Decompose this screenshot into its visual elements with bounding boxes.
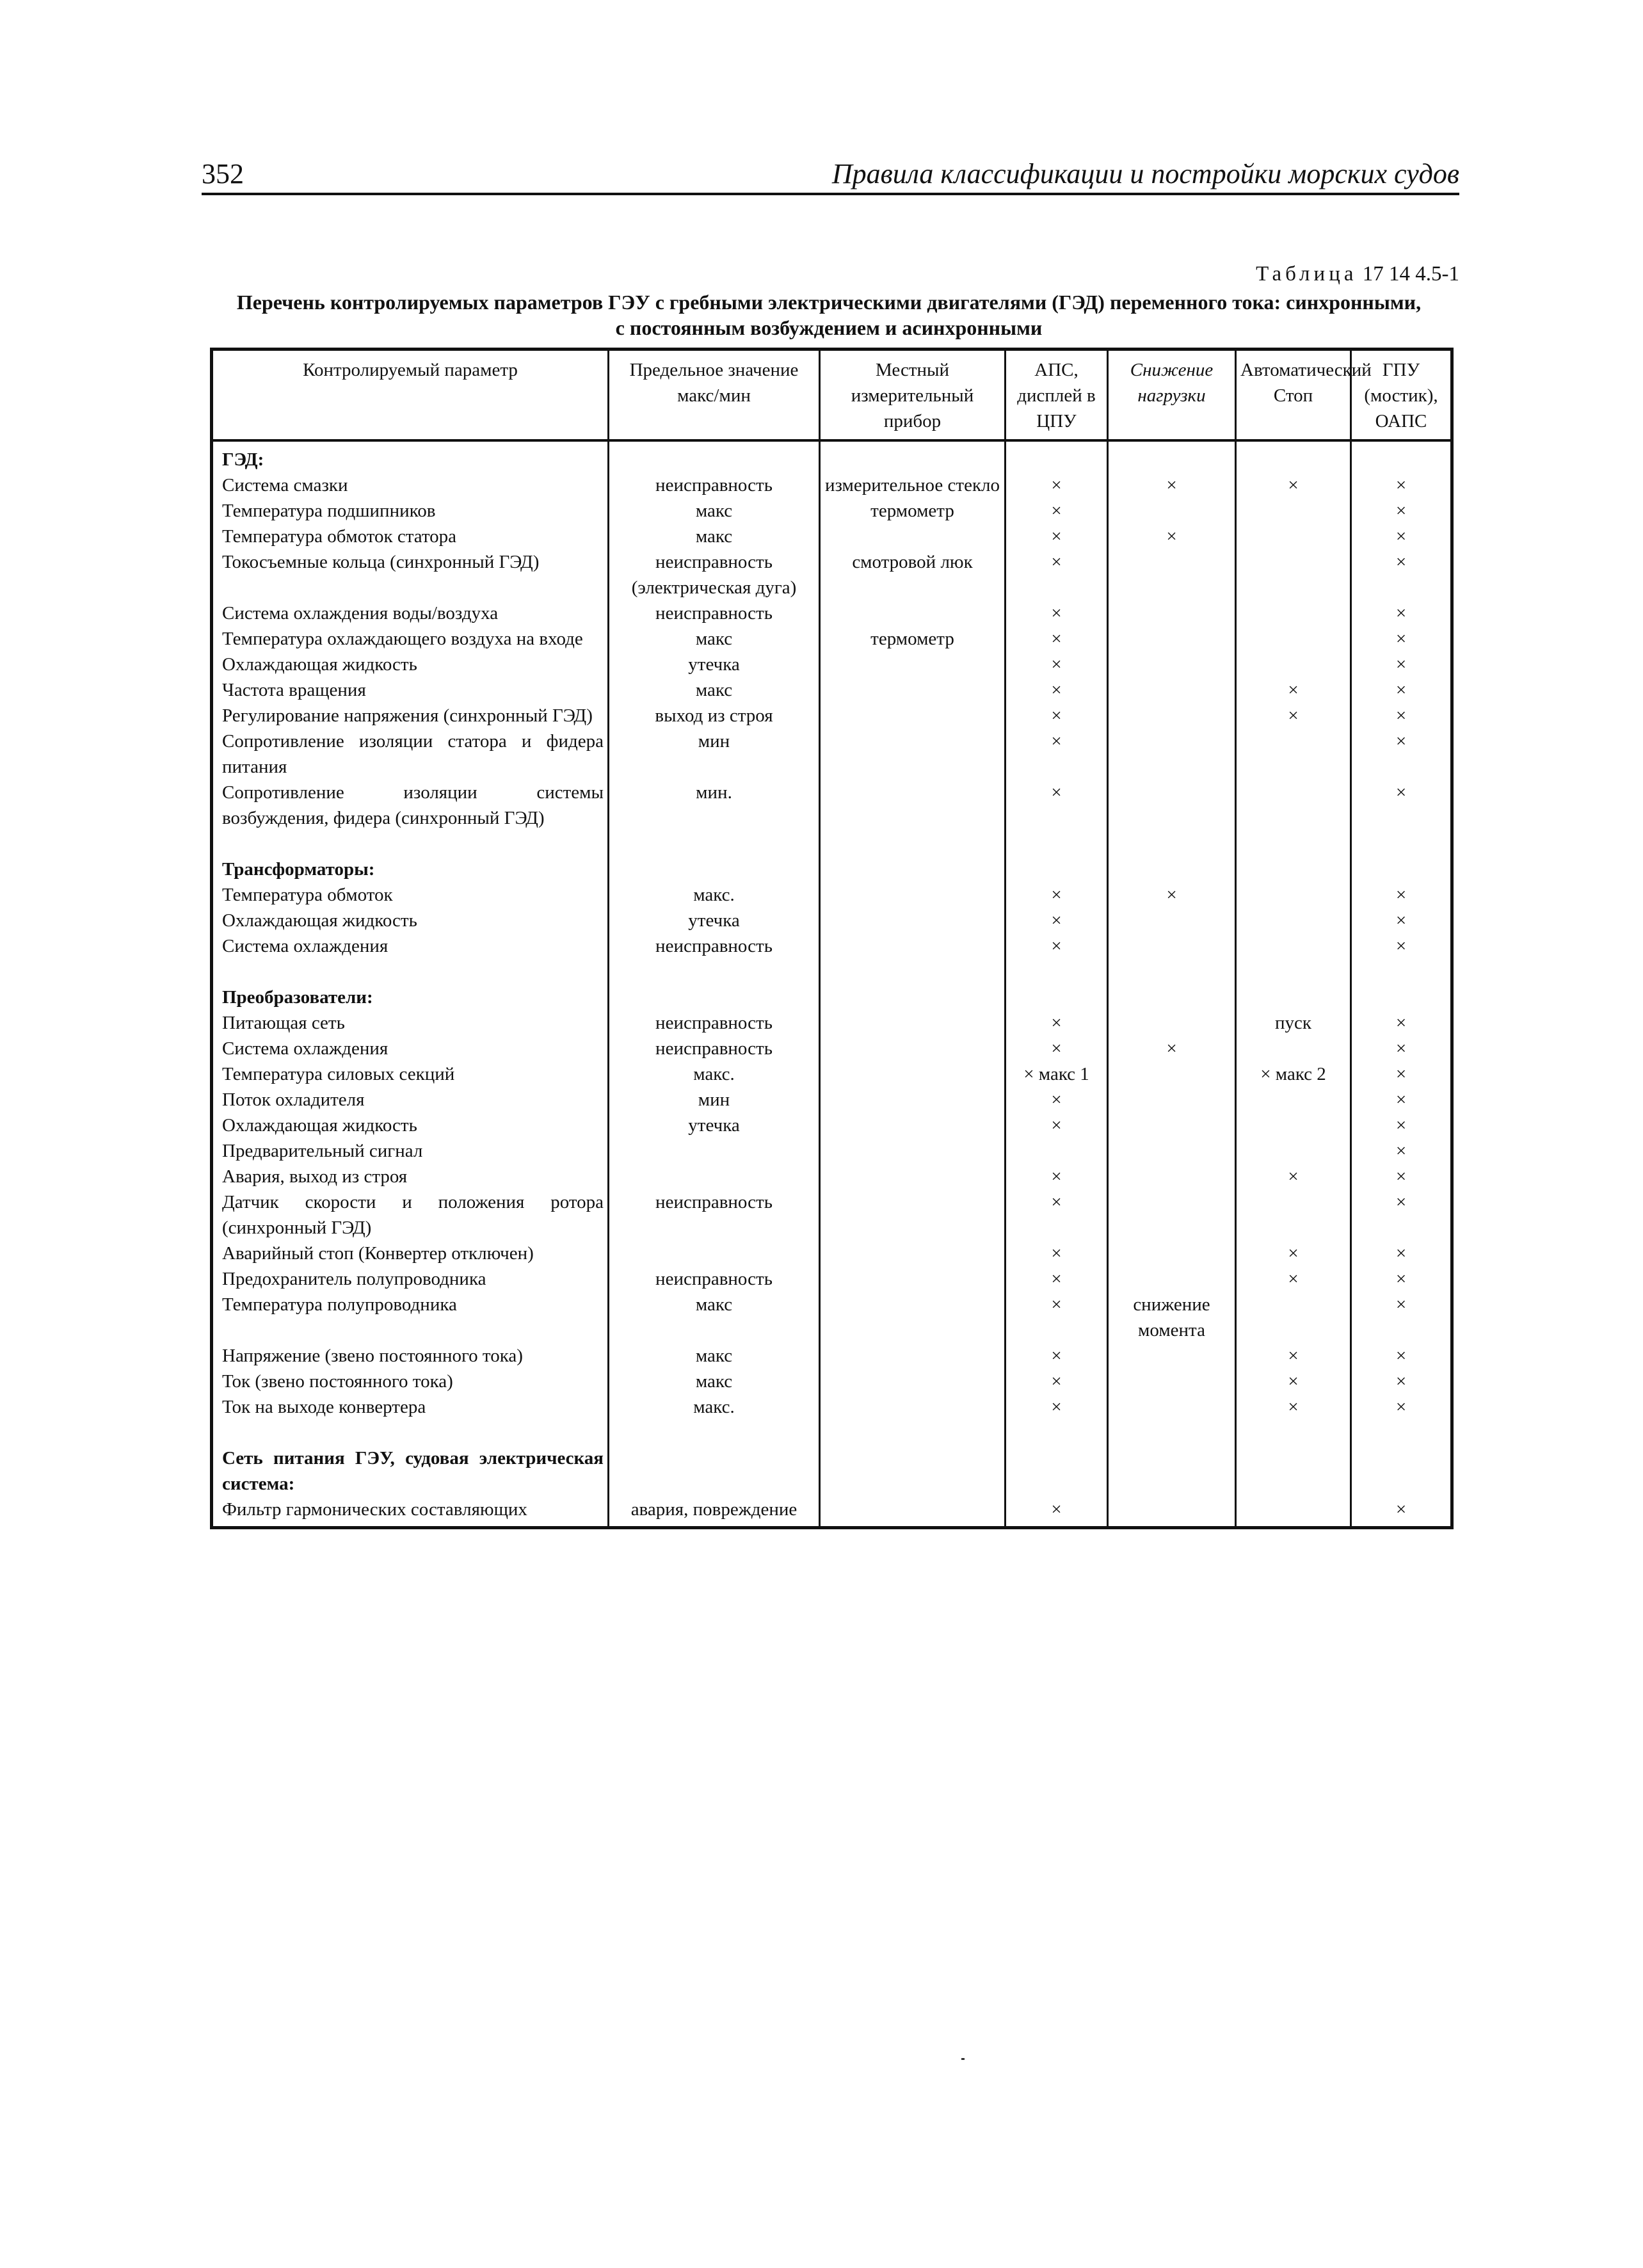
cell-parameter: Температура силовых секций [212,1061,609,1087]
cell-local-instrument [820,524,1006,549]
cell-bridge: × [1351,1394,1452,1420]
cell-bridge: × [1351,728,1452,780]
cell-bridge: × [1351,908,1452,933]
cell-load-reduction [1108,1497,1236,1528]
cell-aps: × [1006,703,1108,728]
cell-parameter: Регулирование напряжения (синхронный ГЭД) [212,703,609,728]
cell-auto-stop [1236,728,1351,780]
cell-aps: × [1006,600,1108,626]
cell-local-instrument: термометр [820,626,1006,652]
cell-auto-stop [1236,1113,1351,1138]
cell-parameter: Напряжение (звено постоянного тока) [212,1343,609,1369]
cell-bridge: × [1351,472,1452,498]
cell-limit: макс. [609,1394,820,1420]
page-header [202,156,1459,195]
cell-auto-stop [1236,882,1351,908]
cell-parameter: Сопротивление изоляции статора и фидера питания [212,728,609,780]
table-row [212,1036,1452,1061]
cell-auto-stop [1236,1292,1351,1343]
cell-limit: авария, повреждение [609,1497,820,1528]
cell-local-instrument [820,600,1006,626]
cell-aps: × [1006,1164,1108,1189]
cell-auto-stop: × [1236,472,1351,498]
table-row [212,1292,1452,1343]
cell-auto-stop [1236,933,1351,959]
cell-local-instrument [820,1138,1006,1164]
cell-limit: неисправность [609,933,820,959]
cell-aps: × [1006,1087,1108,1113]
cell-parameter: Токосъемные кольца (синхронный ГЭД) [212,549,609,600]
cell-limit: утечка [609,652,820,677]
cell-bridge: × [1351,933,1452,959]
cell-load-reduction [1108,728,1236,780]
table-row [212,1241,1452,1266]
cell-limit: макс [609,677,820,703]
cell-limit: макс [609,1369,820,1394]
cell-bridge: × [1351,549,1452,600]
cell-parameter: Система охлаждения [212,1036,609,1061]
cell-limit: неисправность (электрическая дуга) [609,549,820,600]
cell-bridge: × [1351,1010,1452,1036]
cell-load-reduction [1108,1369,1236,1394]
cell-limit: неисправность [609,472,820,498]
cell-auto-stop [1236,1497,1351,1528]
table-row [212,677,1452,703]
cell-auto-stop [1236,1189,1351,1241]
column-header-limit: Предельное значение макс/мин [609,350,820,441]
table-row [212,652,1452,677]
cell-auto-stop [1236,1036,1351,1061]
cell-aps: × [1006,1010,1108,1036]
cell-auto-stop: × [1236,1241,1351,1266]
cell-auto-stop: × [1236,1266,1351,1292]
cell-auto-stop: × [1236,677,1351,703]
cell-auto-stop: × [1236,1164,1351,1189]
table-row [212,780,1452,831]
cell-parameter: Предохранитель полупроводника [212,1266,609,1292]
section-heading: Преобразователи: [212,985,609,1010]
cell-auto-stop [1236,549,1351,600]
cell-auto-stop [1236,498,1351,524]
cell-bridge: × [1351,1061,1452,1087]
cell-limit: утечка [609,908,820,933]
cell-parameter: Поток охладителя [212,1087,609,1113]
cell-local-instrument [820,780,1006,831]
cell-parameter: Система охлаждения [212,933,609,959]
cell-load-reduction [1108,780,1236,831]
table-row [212,1010,1452,1036]
cell-auto-stop [1236,780,1351,831]
column-header-local-instrument: Местный измерительный прибор [820,350,1006,441]
cell-load-reduction [1108,1010,1236,1036]
table-header-row [212,350,1452,441]
cell-auto-stop: × [1236,703,1351,728]
cell-auto-stop: × макс 2 [1236,1061,1351,1087]
table-caption-line-1: Перечень контролируемых параметров ГЭУ с гребными электрическими двигателями (ГЭД) переменного тока: синхронными, [236,291,1422,314]
cell-local-instrument [820,1189,1006,1241]
cell-aps: × [1006,549,1108,600]
cell-limit: макс [609,1343,820,1369]
cell-limit: неисправность [609,1010,820,1036]
cell-parameter: Аварийный стоп (Конвертер отключен) [212,1241,609,1266]
cell-parameter: Система смазки [212,472,609,498]
cell-auto-stop [1236,1138,1351,1164]
cell-load-reduction [1108,652,1236,677]
cell-limit: макс [609,626,820,652]
cell-bridge: × [1351,1497,1452,1528]
cell-aps: × [1006,728,1108,780]
cell-aps: × [1006,498,1108,524]
cell-load-reduction [1108,498,1236,524]
cell-load-reduction: × [1108,1036,1236,1061]
cell-load-reduction [1108,1164,1236,1189]
cell-parameter: Фильтр гармонических составляющих [212,1497,609,1528]
cell-load-reduction [1108,677,1236,703]
cell-load-reduction [1108,933,1236,959]
table-row [212,472,1452,498]
cell-aps: × [1006,908,1108,933]
table-row [212,1164,1452,1189]
cell-limit: мин [609,1087,820,1113]
cell-auto-stop [1236,524,1351,549]
table-row [212,524,1452,549]
cell-auto-stop [1236,626,1351,652]
cell-bridge: × [1351,1266,1452,1292]
cell-load-reduction [1108,1189,1236,1241]
cell-aps: × [1006,1394,1108,1420]
cell-aps: × [1006,882,1108,908]
table-row [212,882,1452,908]
cell-load-reduction [1108,626,1236,652]
cell-limit: неисправность [609,1189,820,1241]
running-title: Правила классификации и постройки морских судов [831,158,1459,189]
cell-parameter: Температура обмоток [212,882,609,908]
cell-local-instrument [820,1497,1006,1528]
cell-parameter: Температура подшипников [212,498,609,524]
cell-auto-stop: × [1236,1369,1351,1394]
cell-limit: макс [609,498,820,524]
cell-aps: × [1006,472,1108,498]
cell-parameter: Ток на выходе конвертера [212,1394,609,1420]
cell-local-instrument [820,933,1006,959]
cell-parameter: Сопротивление изоляции системы возбуждения, фидера (синхронный ГЭД) [212,780,609,831]
cell-aps: × [1006,1369,1108,1394]
cell-local-instrument [820,1087,1006,1113]
cell-load-reduction [1108,1343,1236,1369]
cell-load-reduction [1108,1113,1236,1138]
table-row [212,908,1452,933]
cell-load-reduction [1108,1087,1236,1113]
table-row [212,1087,1452,1113]
cell-bridge: × [1351,1113,1452,1138]
cell-parameter: Система охлаждения воды/воздуха [212,600,609,626]
cell-auto-stop [1236,1087,1351,1113]
cell-aps: × [1006,1189,1108,1241]
table-row [212,1189,1452,1241]
cell-aps: × [1006,626,1108,652]
cell-bridge: × [1351,1343,1452,1369]
cell-load-reduction [1108,1394,1236,1420]
cell-local-instrument [820,882,1006,908]
cell-parameter: Частота вращения [212,677,609,703]
cell-aps: × [1006,1036,1108,1061]
cell-auto-stop [1236,600,1351,626]
cell-limit: макс. [609,882,820,908]
cell-limit: макс [609,1292,820,1343]
cell-parameter: Температура охлаждающего воздуха на входе [212,626,609,652]
table-row [212,703,1452,728]
cell-parameter: Предварительный сигнал [212,1138,609,1164]
table-row [212,1497,1452,1528]
cell-limit [609,1138,820,1164]
cell-limit [609,1164,820,1189]
cell-local-instrument [820,1010,1006,1036]
cell-load-reduction [1108,908,1236,933]
cell-load-reduction [1108,703,1236,728]
cell-local-instrument [820,728,1006,780]
cell-bridge: × [1351,1369,1452,1394]
cell-limit: неисправность [609,1036,820,1061]
table-row [212,1343,1452,1369]
table-row [212,1266,1452,1292]
cell-load-reduction: × [1108,472,1236,498]
section-row [212,1445,1452,1497]
cell-limit: выход из строя [609,703,820,728]
cell-bridge: × [1351,677,1452,703]
column-header-auto-stop: Автоматический Стоп [1236,350,1351,441]
cell-bridge: × [1351,626,1452,652]
cell-local-instrument [820,1343,1006,1369]
cell-aps: × [1006,933,1108,959]
cell-auto-stop: пуск [1236,1010,1351,1036]
column-header-load-reduction: Снижение нагрузки [1108,350,1236,441]
cell-parameter: Датчик скорости и положения ротора (синхронный ГЭД) [212,1189,609,1241]
cell-bridge: × [1351,1164,1452,1189]
section-heading: ГЭД: [212,440,609,472]
cell-aps: × [1006,677,1108,703]
table-row [212,1369,1452,1394]
cell-load-reduction [1108,600,1236,626]
cell-local-instrument [820,677,1006,703]
cell-limit: мин. [609,780,820,831]
cell-bridge: × [1351,703,1452,728]
cell-local-instrument [820,1241,1006,1266]
section-heading: Трансформаторы: [212,857,609,882]
table-row [212,549,1452,600]
cell-load-reduction [1108,1138,1236,1164]
cell-local-instrument [820,1113,1006,1138]
section-row [212,857,1452,882]
cell-parameter: Авария, выход из строя [212,1164,609,1189]
cell-load-reduction: × [1108,882,1236,908]
cell-bridge: × [1351,1087,1452,1113]
column-header-bridge: ГПУ (мостик), ОАПС [1351,350,1452,441]
cell-local-instrument [820,703,1006,728]
table-row [212,1394,1452,1420]
cell-bridge: × [1351,1241,1452,1266]
cell-bridge: × [1351,498,1452,524]
table-row [212,498,1452,524]
cell-limit: утечка [609,1113,820,1138]
cell-auto-stop: × [1236,1394,1351,1420]
cell-load-reduction: × [1108,524,1236,549]
cell-aps: × [1006,524,1108,549]
cell-parameter: Охлаждающая жидкость [212,908,609,933]
cell-parameter: Температура полупроводника [212,1292,609,1343]
table-row [212,728,1452,780]
cell-aps: × [1006,1343,1108,1369]
page-number: 352 [202,158,244,189]
cell-load-reduction [1108,1061,1236,1087]
column-header-aps: АПС, дисплей в ЦПУ [1006,350,1108,441]
cell-local-instrument [820,1061,1006,1087]
cell-bridge: × [1351,882,1452,908]
cell-local-instrument [820,908,1006,933]
section-heading: Сеть питания ГЭУ, судовая электрическая система: [212,1445,609,1497]
cell-aps: × [1006,1113,1108,1138]
cell-aps: × [1006,780,1108,831]
table-row [212,626,1452,652]
table-label-number: 17 14 4.5-1 [1362,262,1459,286]
section-row [212,440,1452,472]
cell-bridge: × [1351,1292,1452,1343]
cell-load-reduction [1108,1241,1236,1266]
cell-bridge: × [1351,1138,1452,1164]
cell-limit: макс. [609,1061,820,1087]
cell-limit: неисправность [609,1266,820,1292]
table-row [212,1113,1452,1138]
table-label [1256,262,1459,286]
cell-local-instrument [820,1292,1006,1343]
column-header-parameter: Контролируемый параметр [212,350,609,441]
cell-auto-stop [1236,908,1351,933]
page-mark [961,2058,965,2060]
cell-bridge: × [1351,524,1452,549]
cell-local-instrument [820,652,1006,677]
cell-bridge: × [1351,1036,1452,1061]
table-row [212,933,1452,959]
cell-limit: мин [609,728,820,780]
cell-auto-stop [1236,652,1351,677]
table-row [212,1138,1452,1164]
table-caption-line-2: с постоянным возбуждением и асинхронными [615,316,1043,339]
cell-auto-stop: × [1236,1343,1351,1369]
table-label-word: Таблица [1256,262,1358,286]
cell-bridge: × [1351,600,1452,626]
cell-parameter: Питающая сеть [212,1010,609,1036]
cell-aps: × [1006,1292,1108,1343]
cell-local-instrument [820,1164,1006,1189]
cell-aps: × [1006,1241,1108,1266]
cell-load-reduction [1108,1266,1236,1292]
table-caption [192,289,1466,341]
cell-local-instrument [820,1036,1006,1061]
cell-bridge: × [1351,1189,1452,1241]
cell-aps: × [1006,652,1108,677]
cell-load-reduction [1108,549,1236,600]
cell-bridge: × [1351,780,1452,831]
cell-bridge: × [1351,652,1452,677]
section-row [212,985,1452,1010]
cell-parameter: Охлаждающая жидкость [212,1113,609,1138]
parameters-table [210,348,1454,1529]
cell-parameter: Охлаждающая жидкость [212,652,609,677]
cell-aps: × [1006,1266,1108,1292]
cell-local-instrument: термометр [820,498,1006,524]
cell-aps: × макс 1 [1006,1061,1108,1087]
table-row [212,1061,1452,1087]
cell-local-instrument: смотровой люк [820,549,1006,600]
cell-limit: неисправность [609,600,820,626]
cell-load-reduction: снижение момента [1108,1292,1236,1343]
cell-aps [1006,1138,1108,1164]
cell-local-instrument [820,1266,1006,1292]
cell-parameter: Температура обмоток статора [212,524,609,549]
cell-parameter: Ток (звено постоянного тока) [212,1369,609,1394]
cell-local-instrument [820,1394,1006,1420]
cell-limit [609,1241,820,1266]
cell-local-instrument [820,1369,1006,1394]
table-row [212,600,1452,626]
cell-local-instrument: измерительное стекло [820,472,1006,498]
cell-aps: × [1006,1497,1108,1528]
cell-limit: макс [609,524,820,549]
